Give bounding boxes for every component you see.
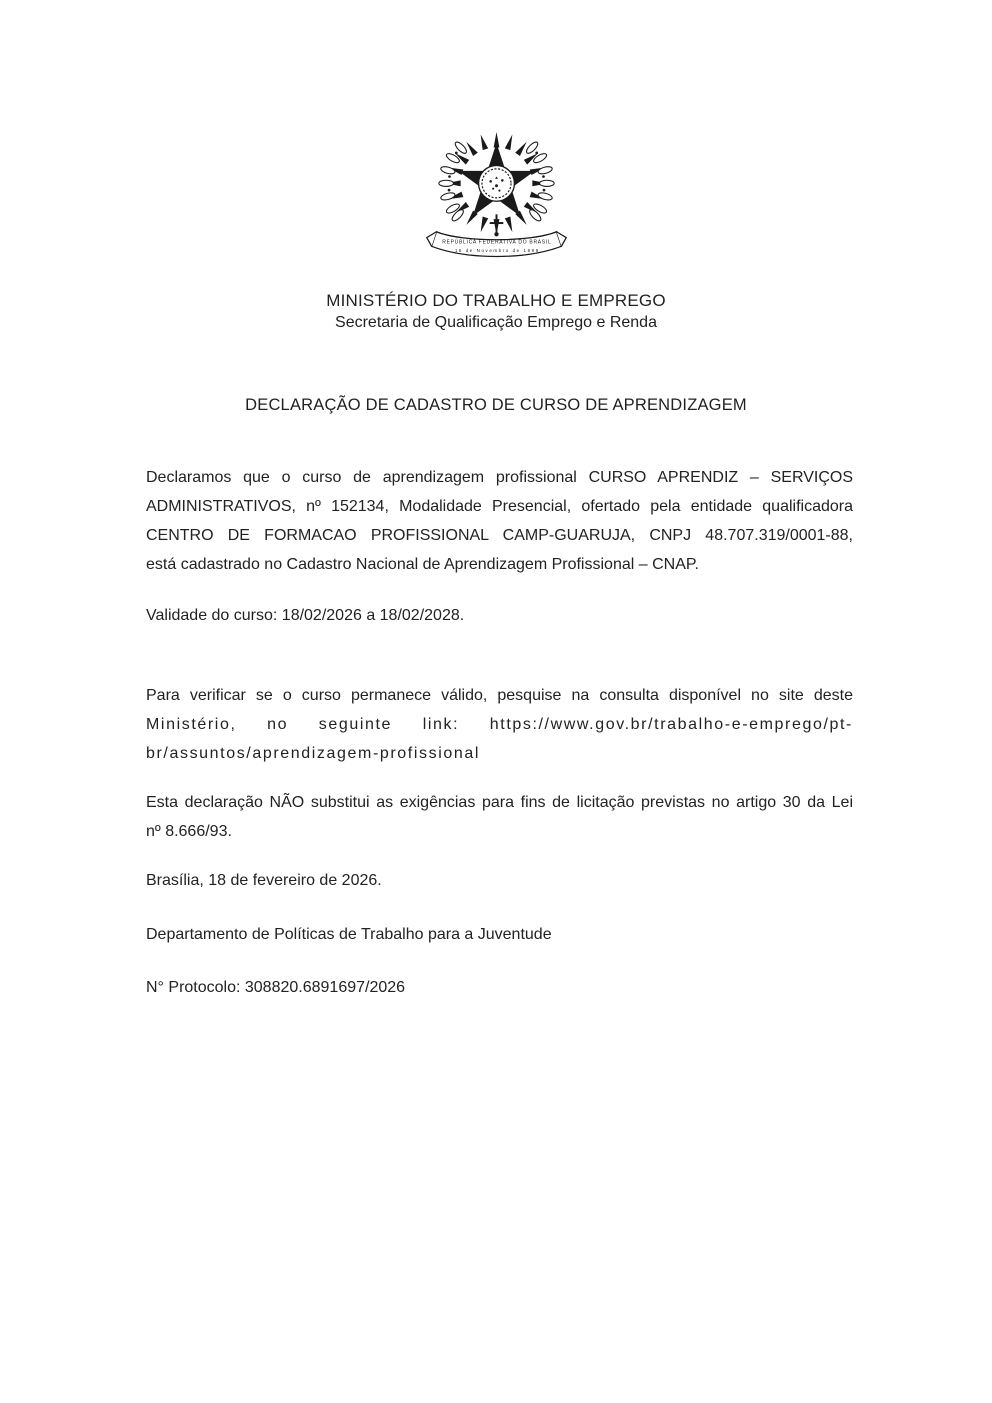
document-body [146, 463, 853, 1002]
verification-link-line[interactable]: br/assuntos/aprendizagem-profissional [146, 745, 481, 762]
disclaimer-line: Esta declaração NÃO substitui as exigências para fins de licitação previstas no artigo 30 da Lei [146, 794, 853, 811]
emblem-ribbon-text-1: REPÚBLICA FEDERATIVA DO BRASIL [441, 239, 551, 246]
brazil-coat-of-arms-icon [419, 123, 574, 264]
secretariat-name: Secretaria de Qualificação Emprego e Renda [335, 314, 657, 331]
verification-link-line[interactable]: Ministério, no seguinte link: https://www.gov.br/trabalho-e-emprego/pt- [146, 716, 853, 733]
disclaimer-line: nº 8.666/93. [146, 823, 232, 840]
department-signature: Departamento de Políticas de Trabalho para a Juventude [146, 926, 552, 943]
course-validity: Validade do curso: 18/02/2026 a 18/02/2028. [146, 607, 465, 624]
verification-paragraph [146, 681, 853, 768]
city-date-line: Brasília, 18 de fevereiro de 2026. [146, 872, 382, 889]
declaration-line: CENTRO DE FORMACAO PROFISSIONAL CAMP-GUARUJA, CNPJ 48.707.319/0001-88, [146, 527, 853, 544]
ministry-name: MINISTÉRIO DO TRABALHO E EMPREGO [326, 291, 666, 310]
declaration-line: está cadastrado no Cadastro Nacional de Aprendizagem Profissional – CNAP. [146, 556, 699, 573]
protocol-number: N° Protocolo: 308820.6891697/2026 [146, 979, 406, 996]
declaration-line: ADMINISTRATIVOS, nº 152134, Modalidade Presencial, ofertado pela entidade qualificadora [146, 498, 853, 515]
emblem-ribbon-text-2: 15 de Novembro de 1889 [454, 248, 538, 254]
disclaimer-paragraph [146, 788, 853, 846]
verification-line: Para verificar se o curso permanece válido, pesquise na consulta disponível no site deste [146, 687, 853, 704]
declaration-line: Declaramos que o curso de aprendizagem profissional CURSO APRENDIZ – SERVIÇOS [146, 469, 853, 486]
letterhead [0, 290, 992, 334]
declaration-paragraph [146, 463, 853, 579]
document-title: DECLARAÇÃO DE CADASTRO DE CURSO DE APRENDIZAGEM [245, 396, 747, 414]
